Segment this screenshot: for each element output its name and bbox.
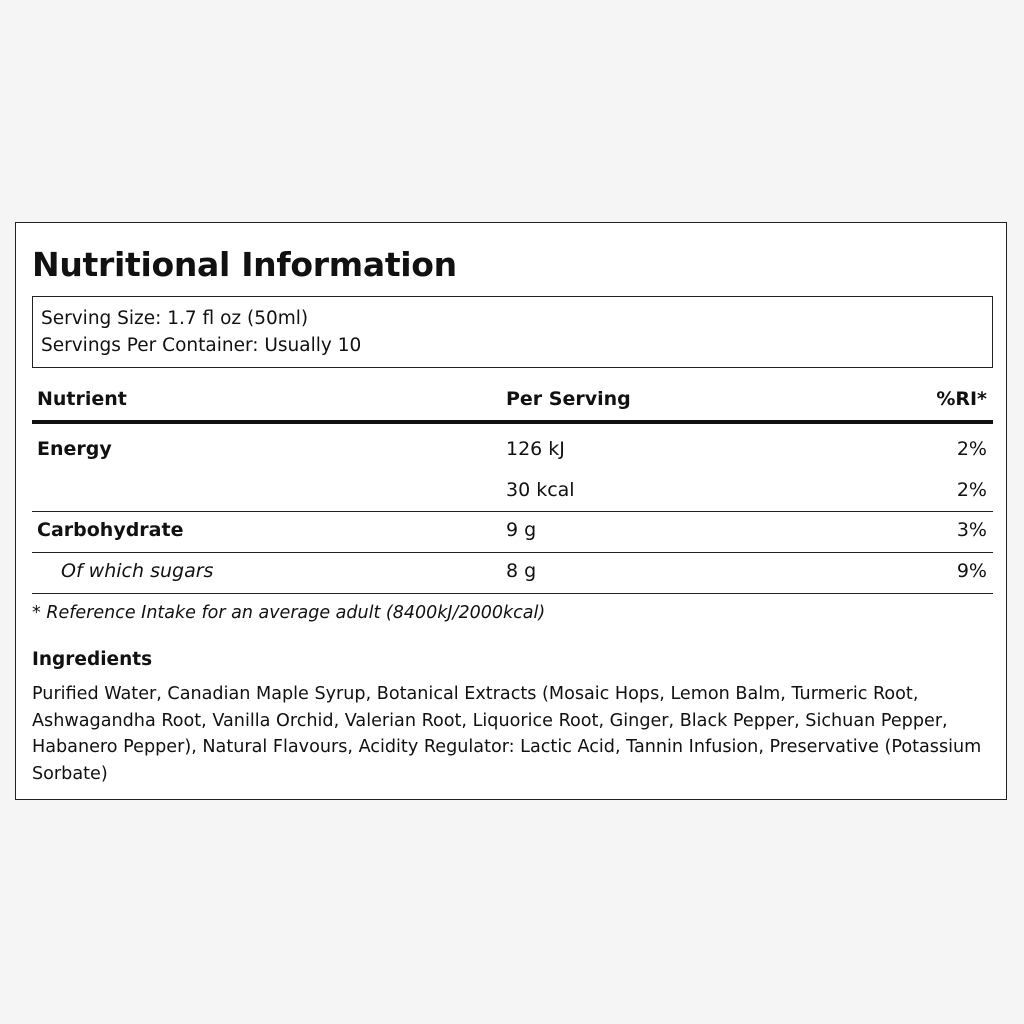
ri-footnote: * Reference Intake for an average adult (8400kJ/2000kcal) xyxy=(32,603,546,623)
nutrient-name: Energy xyxy=(37,438,112,460)
per-serving-value: 126 kJ xyxy=(506,438,565,460)
header-nutrient: Nutrient xyxy=(37,388,127,410)
nutrient-name: Carbohydrate xyxy=(37,519,184,541)
per-serving-value: 8 g xyxy=(506,560,537,582)
per-serving-value: 9 g xyxy=(506,519,537,541)
servings-per-container: Servings Per Container: Usually 10 xyxy=(41,335,362,356)
table-row xyxy=(32,424,993,475)
header-ri: %RI* xyxy=(936,388,987,410)
table-row xyxy=(32,553,993,594)
label-title: Nutritional Information xyxy=(32,245,457,284)
table-row xyxy=(32,512,993,553)
serving-info-box xyxy=(32,296,993,368)
ri-value: 9% xyxy=(956,560,987,582)
serving-size: Serving Size: 1.7 fl oz (50ml) xyxy=(41,308,309,329)
nutrition-label xyxy=(15,222,1007,800)
table-row xyxy=(32,475,993,512)
per-serving-value: 30 kcal xyxy=(506,479,575,501)
header-per-serving: Per Serving xyxy=(506,388,631,410)
ingredients-heading: Ingredients xyxy=(32,649,153,670)
ri-value: 2% xyxy=(956,438,987,460)
ingredients-list: Purified Water, Canadian Maple Syrup, Botanical Extracts (Mosaic Hops, Lemon Balm, Turmeric Root, Ashwagandha Root, Vanilla Orchid, Valerian Root, Liquorice Root, Ginger, Black Pepper, Sichuan Pepper, Habanero Pepper), Natural Flavours, Acidity Regulator: Lactic Acid, Tannin Infusion, Preservative (Potassium Sorbate) xyxy=(32,684,982,784)
table-header-row xyxy=(32,378,993,424)
nutrient-name: Of which sugars xyxy=(61,560,214,582)
ri-value: 2% xyxy=(956,479,987,501)
ri-value: 3% xyxy=(956,519,987,541)
nutrition-table xyxy=(32,378,993,594)
